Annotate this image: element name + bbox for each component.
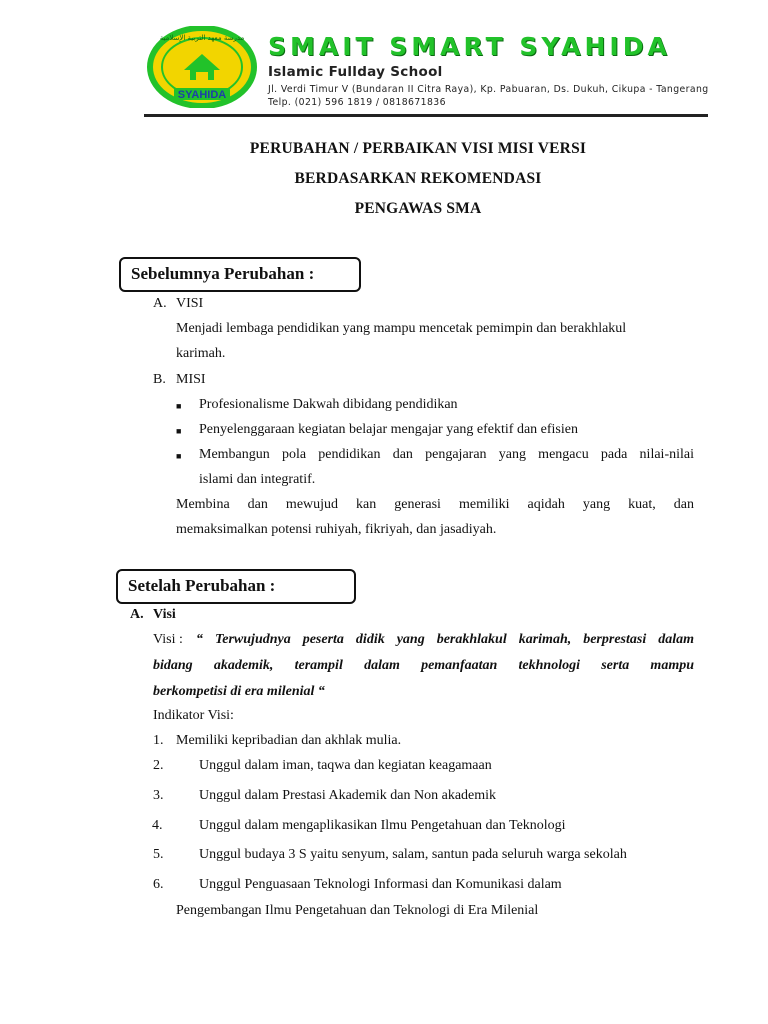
after-visi-statement-end: berkompetisi di era milenial “	[153, 684, 325, 699]
doc-title-line3: PENGAWAS SMA	[354, 200, 482, 217]
doc-title-line2: BERDASARKAN REKOMENDASI	[294, 170, 542, 187]
school-address: Jl. Verdi Timur V (Bundaran II Citra Raya), Kp. Pabuaran, Ds. Dukuh, Cikupa - Tangerang	[268, 84, 709, 95]
after-visi-prefix: Visi :	[153, 632, 183, 647]
school-phone: Telp. (021) 596 1819 / 0818671836	[268, 97, 446, 108]
after-heading-box	[116, 569, 356, 604]
indikator-label: Indikator Visi:	[153, 708, 234, 723]
after-visi-letter: A.	[130, 607, 144, 622]
school-type: Islamic Fullday School	[268, 64, 443, 80]
school-logo	[144, 26, 260, 108]
bullet-icon: ■	[176, 451, 182, 461]
before-visi-letter: A.	[153, 296, 167, 311]
misi-item-cont: islami dan integratif.	[199, 472, 316, 487]
school-name: SMAIT SMART SYAHIDA	[268, 32, 671, 61]
after-visi-label: Visi	[153, 607, 176, 622]
misi-item: Penyelenggaraan kegiatan belajar mengajar yang efektif dan efisien	[199, 422, 578, 437]
indicator-item-cont: Pengembangan Ilmu Pengetahuan dan Teknologi di Era Milenial	[176, 903, 539, 918]
before-visi-label: VISI	[176, 296, 204, 311]
misi-item: Profesionalisme Dakwah dibidang pendidikan	[199, 397, 458, 412]
logo-arabic: مدرسة معهد التربية الإسلامية	[159, 34, 245, 42]
after-visi-statement: “ Terwujudnya peserta didik yang berakhlakul karimah, berprestasi dalam	[196, 632, 694, 647]
indicator-number: 2.	[153, 758, 164, 773]
bullet-icon: ■	[176, 426, 182, 436]
indicator-item: Unggul dalam Prestasi Akademik dan Non akademik	[199, 788, 497, 803]
indicator-number: 4.	[152, 818, 163, 833]
before-closing-text-cont: memaksimalkan potensi ruhiyah, fikriyah, dan jasadiyah.	[176, 522, 497, 537]
indicator-item: Memiliki kepribadian dan akhlak mulia.	[176, 733, 402, 748]
indicator-item: Unggul Penguasaan Teknologi Informasi dan Komunikasi dalam	[199, 877, 562, 892]
after-heading: Setelah Perubahan :	[128, 576, 276, 595]
indicator-item: Unggul dalam iman, taqwa dan kegiatan keagamaan	[199, 758, 492, 773]
header-divider	[144, 114, 708, 117]
before-visi-text: Menjadi lembaga pendidikan yang mampu mencetak pemimpin dan berakhlakul	[176, 321, 627, 336]
indicator-number: 3.	[153, 788, 164, 803]
logo-text: SYAHIDA	[177, 89, 227, 101]
before-heading: Sebelumnya Perubahan :	[131, 264, 315, 283]
after-visi-statement-cont: bidang akademik, terampil dalam pemanfaatan tekhnologi serta mampu	[153, 658, 694, 673]
indicator-item: Unggul dalam mengaplikasikan Ilmu Pengetahuan dan Teknologi	[199, 818, 566, 833]
misi-item: Membangun pola pendidikan dan pengajaran yang mengacu pada nilai-nilai	[199, 447, 694, 462]
bullet-icon: ■	[176, 401, 182, 411]
before-misi-letter: B.	[153, 372, 166, 387]
indicator-item: Unggul budaya 3 S yaitu senyum, salam, santun pada seluruh warga sekolah	[199, 847, 627, 862]
indicator-number: 1.	[153, 733, 164, 748]
indicator-number: 5.	[153, 847, 164, 862]
before-closing-text: Membina dan mewujud kan generasi memiliki aqidah yang kuat, dan	[176, 497, 694, 512]
doc-title-line1: PERUBAHAN / PERBAIKAN VISI MISI VERSI	[249, 140, 587, 157]
indicator-number: 6.	[153, 877, 164, 892]
before-misi-label: MISI	[176, 372, 206, 387]
before-visi-text-cont: karimah.	[176, 346, 226, 361]
before-heading-box	[119, 257, 361, 292]
